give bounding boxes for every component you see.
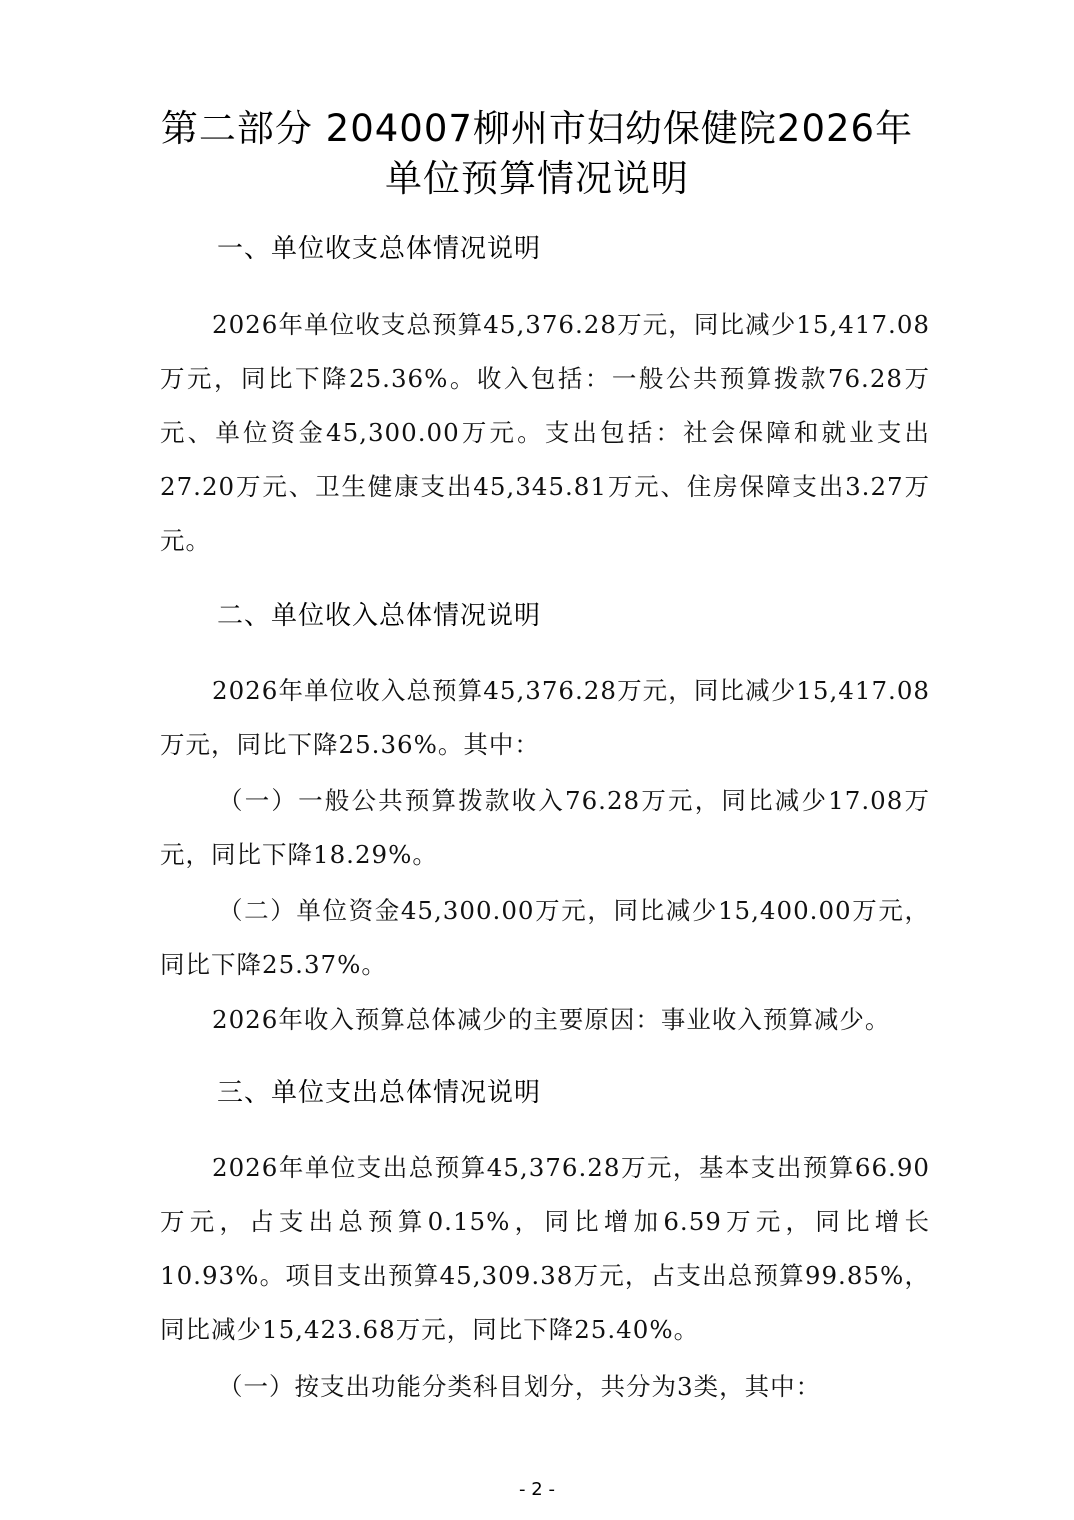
section-heading-3: 三、单位支出总体情况说明 — [217, 1078, 542, 1108]
section-2-paragraph-2: （一）一般公共预算拨款收入76.28万元，同比减少17.08万元，同比下降18.29%。 — [160, 786, 930, 869]
section-heading-1: 一、单位收支总体情况说明 — [217, 234, 542, 264]
title-line-1: 第二部分 204007柳州市妇幼保健院2026年 — [160, 107, 914, 150]
section-2-paragraph-1: 2026年单位收入总预算45,376.28万元，同比减少15,417.08万元，同比下降25.36%。其中： — [160, 676, 930, 759]
section-3-paragraph-1: 2026年单位支出总预算45,376.28万元，基本支出预算66.90万元，占支出总预算0.15%，同比增加6.59万元，同比增长10.93%。项目支出预算45,309.38万元，占支出总预算99.85%，同比减少15,423.68万元，同比下降25.40%。 — [160, 1153, 930, 1344]
section-2-paragraph-4: 2026年收入预算总体减少的主要原因：事业收入预算减少。 — [212, 1005, 891, 1034]
page-title — [0, 104, 1074, 204]
title-line-2: 单位预算情况说明 — [385, 157, 689, 200]
section-2-paragraph-3: （二）单位资金45,300.00万元，同比减少15,400.00万元，同比下降25.37%。 — [160, 896, 930, 979]
section-1-paragraph-1: 2026年单位收支总预算45,376.28万元，同比减少15,417.08万元，同比下降25.36%。收入包括：一般公共预算拨款76.28万元、单位资金45,300.00万元。支出包括：社会保障和就业支出27.20万元、卫生健康支出45,345.81万元、住房保障支出3.27万元。 — [160, 310, 930, 555]
section-heading-2: 二、单位收入总体情况说明 — [217, 601, 542, 631]
page-number: - 2 - — [519, 1479, 555, 1500]
section-3-paragraph-2: （一）按支出功能分类科目划分，共分为3类，其中： — [218, 1372, 822, 1401]
